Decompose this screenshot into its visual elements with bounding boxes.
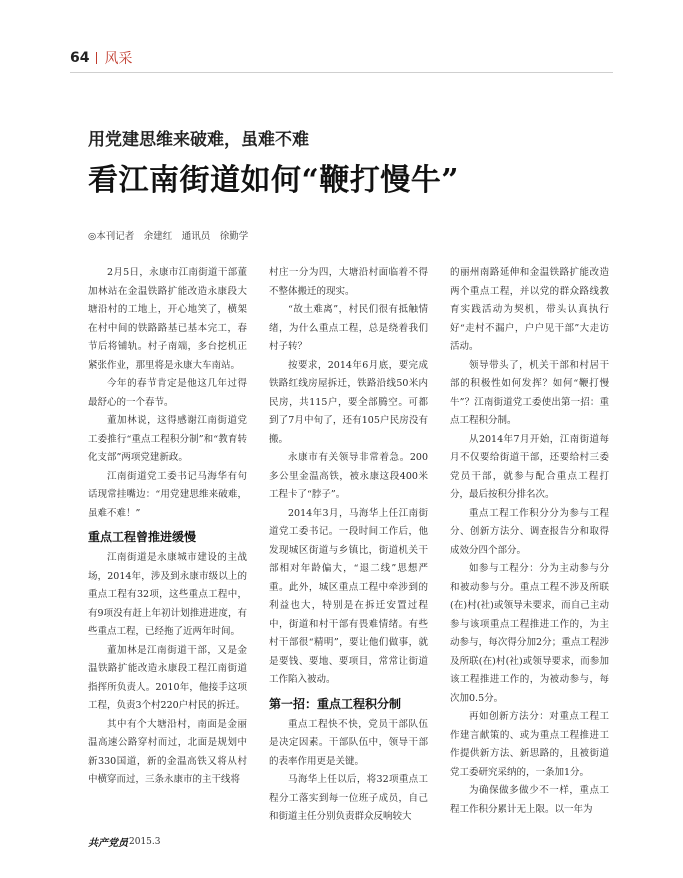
paragraph: 董加林说，这得感谢江南街道党工委推行“重点工程积分制”和“教育转化支部”两项党建新政。 (88, 415, 247, 463)
issue-label: 2015.3 (129, 836, 161, 847)
paragraph: 马海华上任以后，将32项重点工程分工落实到每一位班子成员，自己和街道主任分别负责群众反响较大 (269, 774, 428, 822)
section-heading: 重点工程曾推进缓慢 (88, 530, 197, 544)
paragraph: 按要求，2014年6月底，要完成铁路红线房屋拆迁，铁路沿线50米内民房，共115户，要全部腾空。可都到了7月中旬了，还有105户民房没有搬。 (269, 359, 428, 445)
paragraph: 2月5日，永康市江南街道干部董加林站在金温铁路扩能改造永康段大塘沿村的工地上，开心地笑了，横架在村中间的铁路路基已基本完工，春节后将铺轨。村子南端，多台挖机正紧张作业，那里将是永康大车南站。 (88, 267, 247, 371)
paragraph: “故土难离”，村民们很有抵触情绪，为什么重点工程，总是绕着我们村子转？ (269, 304, 428, 352)
magazine-logo: 共产党员 (88, 838, 128, 849)
paragraph: 重点工程工作积分分为参与工程分、创新方法分、调查报告分和取得成效分四个部分。 (450, 507, 609, 556)
page-footer (88, 834, 161, 849)
header-divider (96, 52, 97, 64)
article-subtitle: 用党建思维来破难，虽难不难 (88, 130, 309, 150)
paragraph: 董加林是江南街道干部，又是金温铁路扩能改造永康段工程江南街道指挥所负责人。2010年，他接手这项工程，负责3个村220户村民的拆迁。 (88, 644, 247, 711)
paragraph: 江南街道是永康城市建设的主战场，2014年，涉及到永康市级以上的重点工程有32项，这些重点工程中，有9项没有赶上年初计划推进进度，有些重点工程，已经拖了近两年时间。 (88, 552, 247, 637)
column-3 (450, 264, 609, 830)
column-2 (269, 264, 428, 830)
paragraph: 永康市有关领导非常着急。200多公里金温高铁，被永康这段400米工程卡了“脖子”。 (269, 452, 428, 500)
page-header (70, 48, 132, 68)
article-byline: ◎本刊记者 余建红 通讯员 徐勤学 (88, 231, 249, 242)
paragraph: 其中有个大塘沿村，南面是金丽温高速公路穿村而过，北面是规划中新330国道，新的金温高铁又将从村中横穿而过，三条永康市的主干线将 (88, 718, 247, 785)
page-number: 64 (70, 50, 90, 66)
article-body (88, 264, 610, 830)
paragraph: 2014年3月，马海华上任江南街道党工委书记。一段时间工作后，他发现城区街道与乡镇比，街道机关干部相对年龄偏大，“退二线”思想严重。此外，城区重点工程中牵涉到的利益也大，特别是在拆迁安置过程中，街道和村干部有畏难情绪。有些村干部很“精明”，要让他们做事，就是要钱、要地、要项目，常常让街道工作陷入被动。 (269, 507, 428, 685)
paragraph: 重点工程快不快，党员干部队伍是决定因素。干部队伍中，领导干部的表率作用更是关键。 (269, 718, 428, 767)
paragraph: 的丽州南路延伸和金温铁路扩能改造两个重点工程，并以党的群众路线教育实践活动为契机，带头认真执行好“走村不漏户，户户见干部”大走访活动。 (450, 267, 609, 352)
paragraph: 领导带头了，机关干部和村居干部的积极性如何发挥？如何“鞭打慢牛”？江南街道党工委使出第一招：重点工程积分制。 (450, 359, 609, 426)
article-title: 看江南街道如何“鞭打慢牛” (88, 163, 460, 198)
paragraph: 再如创新方法分：对重点工程工作建言献策的、或为重点工程推进工作提供新方法、新思路的，且被街道党工委研究采纳的，一条加1分。 (450, 711, 609, 778)
section-label: 风采 (104, 51, 133, 67)
paragraph: 村庄一分为四，大塘沿村面临着不得不整体搬迁的现实。 (269, 267, 428, 297)
column-1 (88, 264, 247, 830)
paragraph: 如参与工程分：分为主动参与分和被动参与分。重点工程不涉及所联(在)村(社)或领导未要求，而自己主动参与该项重点工程推进工作的，为主动参与，每次得分加2分；重点工程涉及所联(在)村(社)或领导要求，而参加该工程推进工作的，为被动参与，每次加0.5分。 (450, 563, 609, 704)
paragraph: 为确保做多做少不一样，重点工程工作积分累计无上限。以一年为 (450, 785, 609, 815)
paragraph: 今年的春节肯定是他这几年过得最舒心的一个春节。 (88, 378, 247, 408)
header-rule (70, 72, 613, 73)
section-heading: 第一招：重点工程积分制 (269, 696, 402, 711)
paragraph: 从2014年7月开始，江南街道每月不仅要给街道干部，还要给村三委党员干部，就参与配合重点工程打分，最后按积分排名次。 (450, 433, 609, 500)
paragraph: 江南街道党工委书记马海华有句话现常挂嘴边：“用党建思维来破难，虽难不难！” (88, 470, 247, 519)
